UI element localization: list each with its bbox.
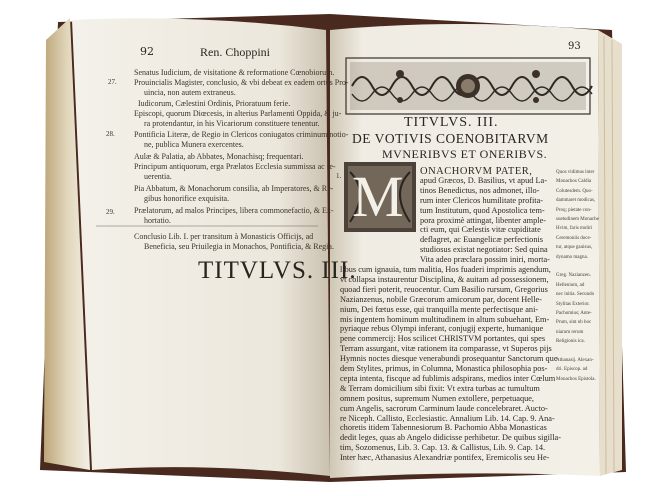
right-text-line: libus cum ignauia, tum malitia, Hos fuaderi imprimis agendum, — [340, 265, 551, 274]
left-text-line: uerentia. — [144, 172, 172, 181]
right-text-line: cti eum, qui Cælestis vitæ cupiditate — [420, 225, 541, 235]
left-running-head: Ren. Choppini — [200, 45, 271, 59]
margin-note-line: nec initia. Secundo — [556, 292, 595, 298]
margin-note-line: Stylitas Exterior. — [556, 301, 590, 307]
right-text-line: tum Institutum, quod Apostolica tem- — [420, 205, 545, 215]
left-line-number: 29. — [106, 208, 115, 216]
right-text-line: nium, Dei fœtus esse, qui tranquilla mente perfectisque ani- — [340, 304, 539, 314]
left-text-line: Aulæ & Palatia, ab Abbates, Monachisq; frequentari. — [134, 152, 304, 161]
left-text-line: Iudicorum, Cælestini Ordinis, Prioratuum ferie. — [138, 99, 291, 108]
right-text-line: tinos Benedictus, nos admonet, illo- — [420, 185, 540, 195]
right-text-line: pora proximè attingat, libenter ample- — [420, 215, 547, 225]
margin-note-line: Pachomius; Ante- — [556, 311, 592, 316]
left-text-line: uincia, non autem extraneus. — [144, 88, 236, 97]
margin-note-line: Monachos Caldia — [556, 179, 592, 185]
right-paragraph-number: 1. — [336, 172, 342, 180]
right-text-line: tim, Sozomenus, Lib. 3. Cap. 13. & Callistus, Lib. 9. Cap. 14. — [340, 443, 546, 453]
margin-note-line: niarum rerum — [556, 329, 584, 335]
left-text-line: Conclusio Lib. I. per transitum à Monasticis Officijs, ad — [134, 232, 314, 241]
margin-note-line: Quos vidimus inter — [556, 170, 595, 175]
left-text-line: ra protendantur, in his Vicariorum constituere tenentur. — [144, 119, 320, 128]
right-text-line: Nazianzenus, nobile Græcorum amicorum par, docent Helle- — [340, 294, 542, 304]
right-text-line: cum Angelis, sacrorum Carminum laude concelebraret. Aucto- — [340, 403, 548, 413]
margin-note-line: suetudinem Monache — [556, 217, 599, 222]
right-text-line: Hymnis noctes diesque venerabundi prosequantur Sanctorum que — [340, 354, 558, 364]
left-text-line: ne, publica Munera exercentes. — [144, 140, 244, 149]
right-text-line: dedit leges, quas ab Angelo didicisse perhibetur. De quibus sigilla- — [340, 433, 561, 443]
left-text-line: gibus honorifice exquisita. — [144, 194, 230, 203]
margin-note-line: Religionis ica. — [556, 339, 585, 345]
right-text-line: choretis itidem Tabennesiorum B. Pachomio Abba Monasticas — [340, 423, 547, 433]
margin-note-line: tur, atque gauisus, — [556, 245, 593, 251]
right-text-line: mis ingentem hominum multitudinem in altum subuehant, Em- — [340, 314, 550, 324]
right-text-line: rum inter Clericos humilitate profita- — [420, 195, 544, 205]
left-page-number: 92 — [140, 45, 154, 58]
right-text-line: Inter hæc, Athanasius Alexandriæ pontifex, Eremicolis seu He- — [340, 453, 550, 463]
margin-note-line: Monachos Epistola. — [556, 376, 596, 382]
left-text-line: Principum antiquorum, erga Prælatos Ecclesia summissa ac re- — [134, 162, 336, 171]
right-text-line: re Niceph. Callisto, Ecclesiastic. Annalium Lib. 14. Cap. 9. Ana- — [340, 413, 555, 423]
margin-note-line: dri. Episcop. ad — [556, 367, 588, 373]
right-text-line: omnem positus, supremum Numen extollere, perpetuaque, — [340, 393, 535, 403]
left-text-line: Pia Abbatum, & Monachorum consilia, ab Imperatores, & Re- — [134, 184, 334, 193]
left-line-number: 28. — [106, 130, 115, 138]
decorated-initial: M — [352, 164, 404, 229]
left-text-line: Senatus Iudicium, de visitatione & reformatione Cœnobiorum. — [134, 68, 335, 77]
right-text-line: pene commercij: Hos scilicet CHRISTVM portantes, qui spes — [340, 334, 546, 344]
right-text-line: apud Græcos, D. Basilius, vt apud La- — [420, 175, 547, 185]
right-text-line: cepta intenta, fiscque ad fublimis adspirans, medios inter Cœlum — [340, 373, 556, 383]
margin-note-line: Greg. Nazianzen. — [556, 273, 591, 279]
right-text-line: deflagret, ac Euangelicæ perfectionis — [420, 235, 544, 245]
margin-note-line: Prum, sint ob hoc — [556, 320, 592, 326]
right-title-line1: TITVLVS. III. — [404, 115, 499, 130]
margin-note-line: dammaret modicas, — [556, 198, 596, 204]
left-text-line: Prælatorum, ad malos Principes, libera commonefactio, & Ex- — [134, 206, 334, 215]
right-text-line: ONACHORVM PATER, — [420, 166, 533, 177]
left-line-number: 27. — [108, 78, 117, 86]
margin-note-line: Ceremoniis doce- — [556, 235, 592, 241]
margin-note-line: Hellenium, ad — [556, 282, 585, 288]
right-page-edges — [598, 30, 622, 476]
left-text-line: Prouincialis Magister, conclusio, & vbi debeat ex eadem ortus Pro- — [134, 78, 349, 87]
right-text-line: studiosus existat negotiator: Sed quina — [420, 245, 548, 255]
right-text-line: pyriaque rebus Olympi inferant, conjugij experte, humanique — [340, 324, 544, 334]
right-text-line: dem Stylites, primus, in Columna, Monastica philosophia pos- — [340, 364, 548, 373]
margin-note-line: Proq; pietate con- — [556, 207, 592, 213]
margin-note-line: Hvim, faris moliri — [556, 226, 593, 232]
ornamental-headpiece — [346, 58, 592, 114]
left-text-line: Beneficia, seu Priuilegia in Monachos, Pontificia, & Regia. — [144, 242, 334, 251]
right-title-line3: MVNERIBVS ET ONERIBVS. — [382, 147, 548, 161]
margin-note-line: dynamo magna. — [556, 254, 588, 260]
right-text-line: & Terram domicilium sibi fixit: Vt extra turbas ac tumultum — [340, 383, 540, 393]
left-text-line: Episcopi, quorum Diœcesis, in alterius Parlamenti Oppida, & ju- — [134, 109, 342, 118]
left-text-line: hortatio. — [144, 216, 171, 225]
right-title-line2: DE VOTIVIS COENOBITARVM — [352, 131, 549, 146]
left-big-heading: TITVLVS. III. — [198, 257, 357, 284]
margin-note-line: Athanasij. Alexan- — [556, 358, 594, 363]
right-text-line: quoad fieri poterit, reuocentur. Cum Basilio rursum, Gregorius — [340, 284, 548, 294]
margin-note-line: Colutesdem. Quo- — [556, 188, 593, 194]
right-page-number: 93 — [568, 41, 581, 52]
left-text-line: Pontificia Literæ, de Regio in Clericos coniugatos criminum notio- — [134, 130, 349, 139]
right-text-line: Vita adeo præclara possim iniri, morta- — [420, 255, 550, 265]
right-text-line: Terram assurgant, vitæ rationem ita comparasse, vt Superos pijs — [340, 344, 552, 354]
right-text-line: vt collapsa instaurentur Disciplina, & auitam ad possessionem, — [340, 274, 549, 284]
